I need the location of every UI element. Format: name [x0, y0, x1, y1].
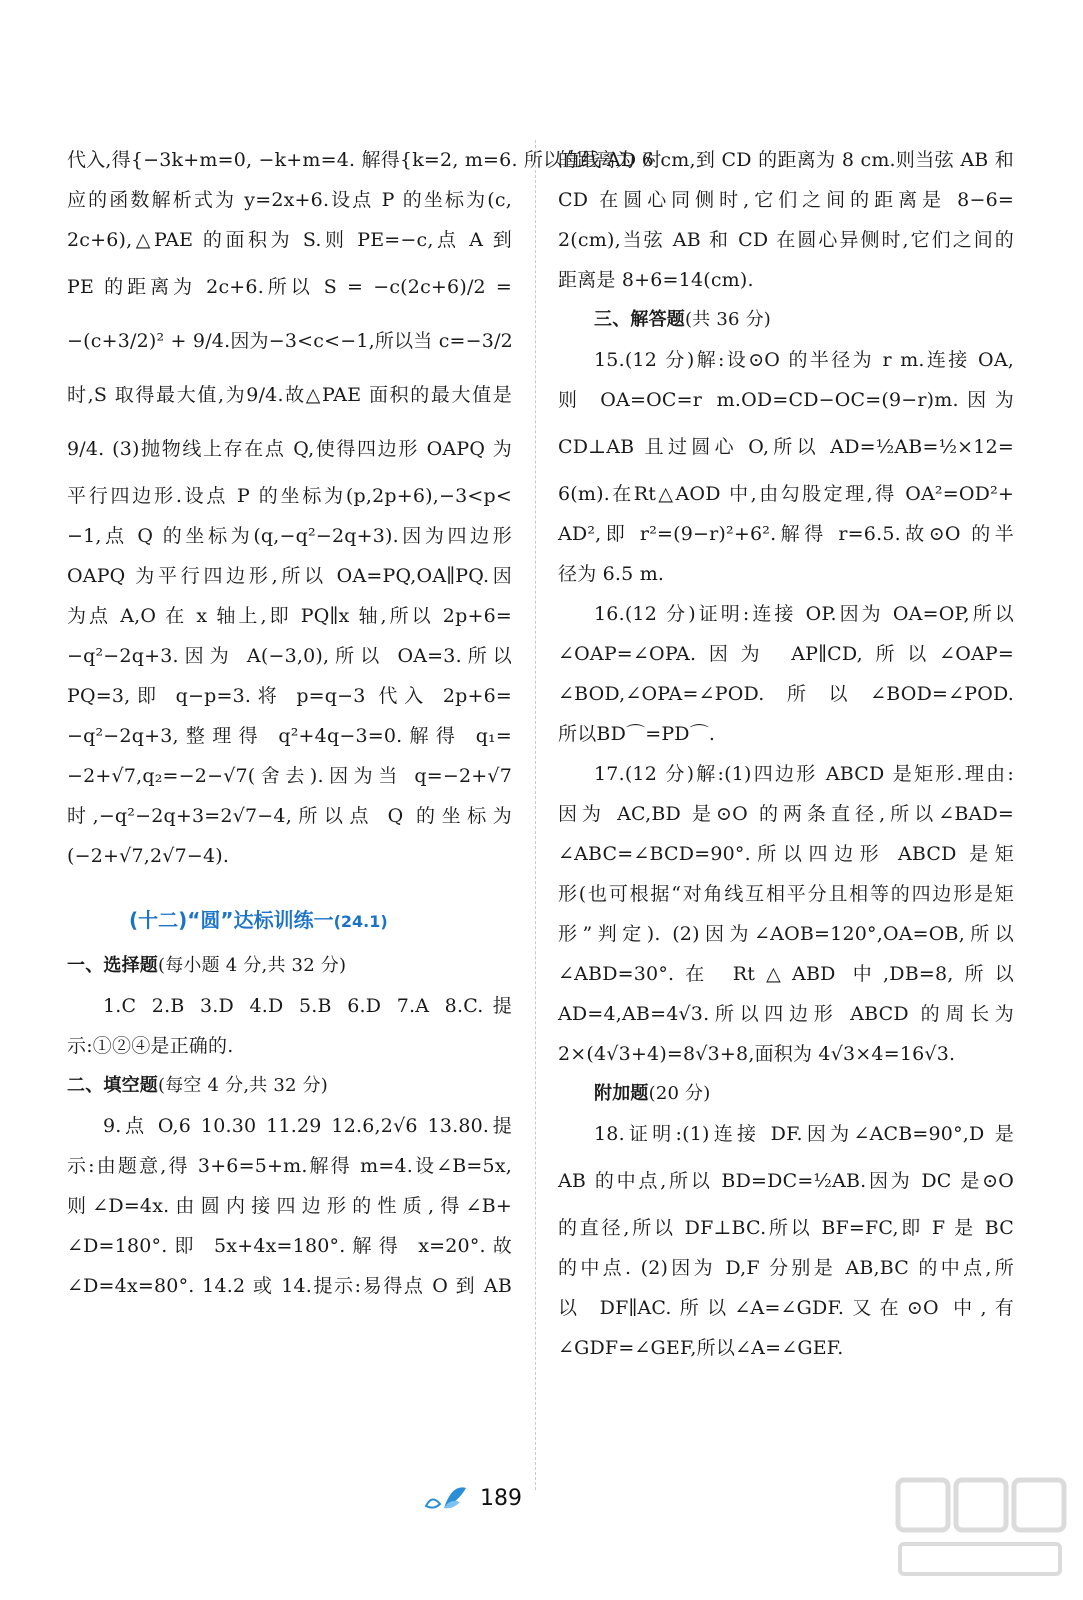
- text-line: 为点 A,O 在 x 轴上,即 PQ∥x 轴,所以 2p+6=: [67, 605, 512, 627]
- answer-line: ∠OAP=∠OPA.因为 AP∥CD,所以∠OAP=: [558, 643, 1014, 665]
- answer-line: AD²,即 r²=(9−r)²+6².解得 r=6.5.故⊙O 的半: [558, 523, 1014, 545]
- part-heading: [558, 1074, 1014, 1114]
- part-heading-note: (共 36 分): [685, 309, 771, 330]
- answer-line: 径为 6.5 m.: [558, 563, 665, 585]
- answer-line: 形(也可根据“对角线互相平分且相等的四边形是矩: [558, 883, 1014, 905]
- answer-line: ∠ABC=∠BCD=90°.所以四边形 ABCD 是矩: [558, 843, 1014, 865]
- text-line: 平行四边形.设点 P 的坐标为(p,2p+6),−3<p<: [67, 485, 512, 507]
- part-heading-label: 一、选择题: [67, 955, 158, 976]
- text-line: −1,点 Q 的坐标为(q,−q²−2q+3).因为四边形: [67, 525, 512, 547]
- part-heading-note: (20 分): [648, 1083, 711, 1104]
- part-heading: [558, 300, 1014, 340]
- text-line: 时,S 取得最大值,为9/4.故△PAE 面积的最大值是: [67, 384, 512, 406]
- answer-line: 18.证明:(1)连接 DF.因为∠ACB=90°,D 是: [594, 1123, 1014, 1145]
- text-line: 代入,得{−3k+m=0, −k+m=4. 解得{k=2, m=6. 所以直线 AD 对: [67, 149, 662, 171]
- answer-line: 6(m).在Rt△AOD 中,由勾股定理,得 OA²=OD²+: [558, 483, 1014, 505]
- page-number: 189: [480, 1486, 522, 1511]
- text-line: 9/4. (3)抛物线上存在点 Q,使得四边形 OAPQ 为: [67, 438, 512, 460]
- answer-line: ∠GDF=∠GEF,所以∠A=∠GEF.: [558, 1337, 844, 1359]
- answer-line: 9.点 O,6 10.30 11.29 12.6,2√6 13.80.提: [103, 1115, 512, 1137]
- answer-line: 所以BD⌒=PD⌒.: [558, 723, 716, 745]
- answer-line: ∠ABD=30°.在 Rt△ABD 中,DB=8,所以: [558, 963, 1014, 985]
- answer-line: 示:由题意,得 3+6=5+m.解得 m=4.设∠B=5x,: [67, 1155, 512, 1177]
- text-line: CD 在圆心同侧时,它们之间的距离是 8−6=: [558, 189, 1014, 211]
- answer-line: ∠D=180°.即 5x+4x=180°.解得 x=20°.故: [67, 1235, 512, 1257]
- text-line: 2c+6),△PAE 的面积为 S.则 PE=−c,点 A 到: [67, 229, 512, 251]
- section-title-text: (十二)“圆”达标训练一: [129, 908, 334, 932]
- answer-line: AD=4,AB=4√3.所以四边形 ABCD 的周长为: [558, 1003, 1014, 1025]
- part-heading-note: (每小题 4 分,共 32 分): [158, 955, 347, 976]
- column-divider: [535, 140, 536, 1490]
- section-title: [67, 898, 512, 942]
- answer-line: ∠D=4x=80°. 14.2 或 14.提示:易得点 O 到 AB: [67, 1275, 512, 1297]
- text-line: 距离是 8+6=14(cm).: [558, 269, 754, 291]
- right-column: [558, 140, 1014, 1368]
- text-line: −q²−2q+3.因为 A(−3,0),所以 OA=3.所以: [67, 645, 512, 667]
- part-heading-label: 三、解答题: [594, 309, 685, 330]
- answer-line: 示:①②④是正确的.: [67, 1035, 234, 1057]
- text-line: 2(cm),当弦 AB 和 CD 在圆心异侧时,它们之间的: [558, 229, 1014, 251]
- answer-line: 16.(12 分)证明:连接 OP.因为 OA=OP,所以: [594, 603, 1014, 625]
- answer-line: 1.C 2.B 3.D 4.D 5.B 6.D 7.A 8.C.提: [103, 995, 512, 1017]
- text-line: PE 的距离为 2c+6.所以 S = −c(2c+6)/2 =: [67, 276, 512, 298]
- text-line: −(c+3/2)² + 9/4.因为−3<c<−1,所以当 c=−3/2: [67, 330, 513, 352]
- answer-line: 的直径,所以 DF⊥BC.所以 BF=FC,即 F 是 BC: [558, 1217, 1014, 1239]
- answer-line: 以 DF∥AC.所以∠A=∠GDF.又在⊙O 中,有: [558, 1297, 1014, 1319]
- text-line: 的距离为 6 cm,到 CD 的距离为 8 cm.则当弦 AB 和: [558, 149, 1014, 171]
- part-heading-note: (每空 4 分,共 32 分): [158, 1075, 329, 1096]
- answer-line: 形”判定). (2)因为∠AOB=120°,OA=OB,所以: [558, 923, 1014, 945]
- answer-line: AB 的中点,所以 BD=DC=½AB.因为 DC 是⊙O: [558, 1170, 1014, 1192]
- section-code: (24.1): [333, 912, 388, 931]
- answer-line: 因为 AC,BD 是⊙O 的两条直径,所以∠BAD=: [558, 803, 1014, 825]
- answer-line: 15.(12 分)解:设⊙O 的半径为 r m.连接 OA,: [594, 349, 1014, 371]
- text-line: OAPQ 为平行四边形,所以 OA=PQ,OA∥PQ.因: [67, 565, 512, 587]
- part-heading: [67, 946, 512, 986]
- answer-line: 的中点. (2)因为 D,F 分别是 AB,BC 的中点,所: [558, 1257, 1014, 1279]
- text-line: −2+√7,q₂=−2−√7(舍去).因为当 q=−2+√7: [67, 765, 512, 787]
- answer-line: 则∠D=4x.由圆内接四边形的性质,得∠B+: [67, 1195, 512, 1217]
- text-line: 时,−q²−2q+3=2√7−4,所以点 Q 的坐标为: [67, 805, 512, 827]
- watermark-logo: [890, 1470, 1070, 1590]
- butterfly-icon: [422, 1480, 472, 1520]
- answer-line: 则 OA=OC=r m.OD=CD−OC=(9−r)m.因为: [558, 389, 1014, 411]
- answer-line: CD⊥AB 且过圆心 O,所以 AD=½AB=½×12=: [558, 436, 1014, 458]
- text-line: PQ=3,即 q−p=3.将 p=q−3 代入 2p+6=: [67, 685, 512, 707]
- part-heading-label: 附加题: [594, 1083, 649, 1104]
- part-heading: [67, 1066, 512, 1106]
- answer-line: 2×(4√3+4)=8√3+8,面积为 4√3×4=16√3.: [558, 1043, 956, 1065]
- text-line: (−2+√7,2√7−4).: [67, 845, 230, 867]
- answer-line: ∠BOD,∠OPA=∠POD.所以∠BOD=∠POD.: [558, 683, 1014, 705]
- part-heading-label: 二、填空题: [67, 1075, 158, 1096]
- answer-line: 17.(12 分)解:(1)四边形 ABCD 是矩形.理由:: [594, 763, 1014, 785]
- text-line: −q²−2q+3,整理得 q²+4q−3=0.解得 q₁=: [67, 725, 512, 747]
- text-line: 应的函数解析式为 y=2x+6.设点 P 的坐标为(c,: [67, 189, 512, 211]
